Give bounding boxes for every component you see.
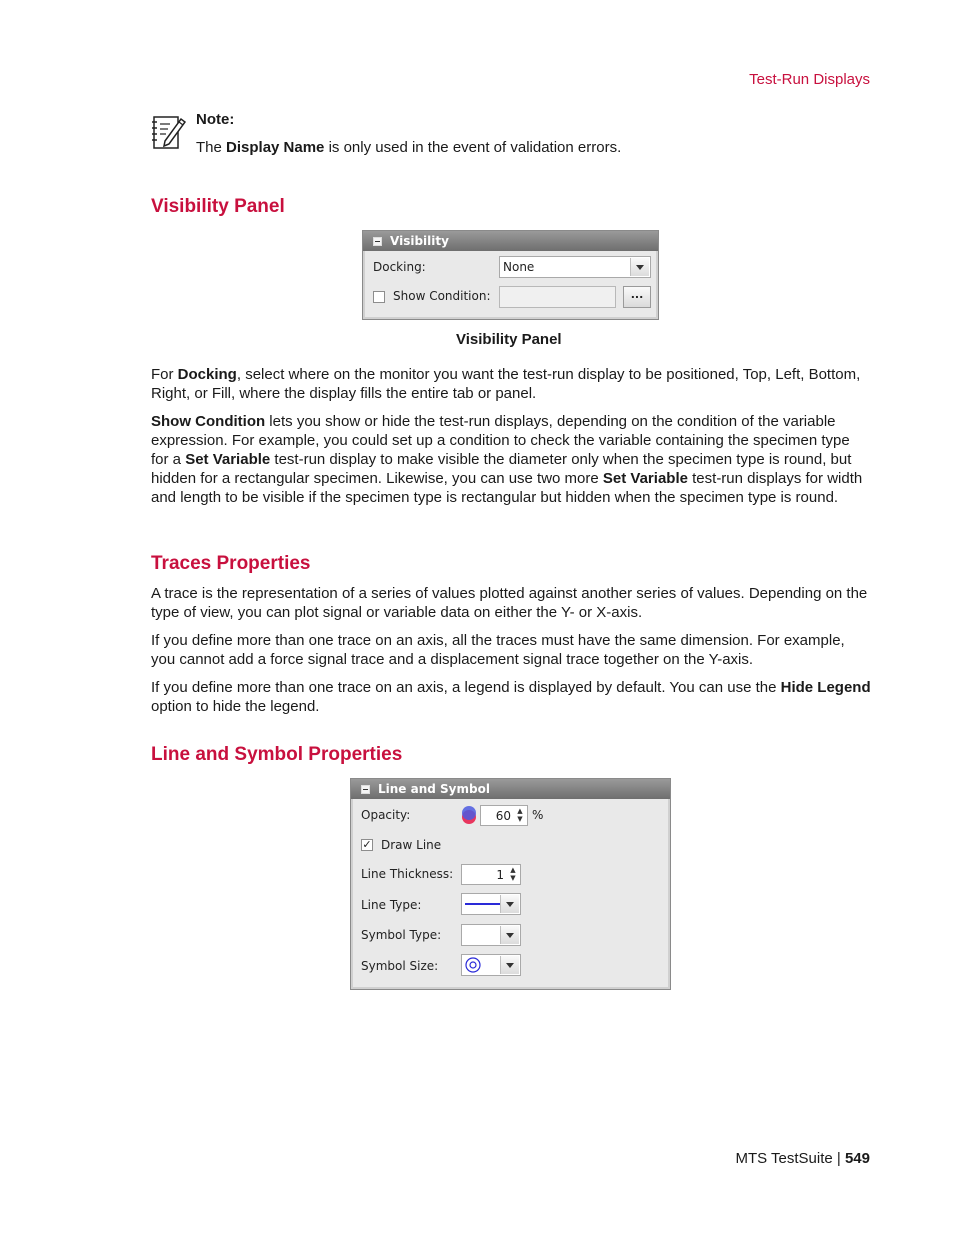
chevron-down-icon[interactable] <box>500 895 519 913</box>
chevron-down-icon[interactable] <box>500 956 519 974</box>
line-thickness-stepper[interactable] <box>461 864 521 885</box>
show-condition-label: Show Condition: <box>393 289 491 303</box>
symbol-size-dropdown[interactable] <box>461 954 521 976</box>
spinner-arrows-icon[interactable]: ▲ ▼ <box>517 807 523 823</box>
visibility-panel-heading: Visibility Panel <box>151 196 285 217</box>
collapse-icon[interactable] <box>361 785 370 794</box>
traces-paragraph-3: If you define more than one trace on an axis, a legend is displayed by default. You can use the Hide Legend option to hide the legend. <box>151 679 871 715</box>
traces-paragraph-1: A trace is the representation of a series of values plotted against another series of values. Depending on the type of view, you can plot signal or variable data on either the Y- or X-axis. <box>151 585 868 621</box>
symbol-size-icon <box>465 957 481 973</box>
show-condition-field[interactable] <box>499 286 616 308</box>
browse-condition-button[interactable]: ... <box>623 286 651 308</box>
opacity-value: 60 <box>495 809 511 823</box>
symbol-type-label: Symbol Type: <box>361 928 442 942</box>
show-condition-paragraph: Show Condition lets you show or hide the test-run displays, depending on the condition of the variable expression. For example, you could set up a condition to check the variable containing the specimen type for a Set Variable test-run display to make visible the diameter only when the specimen type is round, but hidden for a rectangular specimen. Likewise, you can use two more Set Variable test-run displays for width and length to be visible if the specimen type is rectangular but hidden when the specimen type is round. <box>151 413 863 506</box>
note-title: Note: <box>196 111 235 128</box>
docking-paragraph: For Docking, select where on the monitor you want the test-run display to be positioned, Top, Left, Bottom, Right, or Fill, where the display fills the entire tab or panel. <box>151 366 861 402</box>
running-header: Test-Run Displays <box>749 71 870 88</box>
line-symbol-panel-header[interactable] <box>351 779 670 799</box>
page-footer: MTS TestSuite | 549 <box>735 1150 870 1167</box>
opacity-label: Opacity: <box>361 808 411 822</box>
line-type-sample <box>465 903 501 905</box>
chevron-down-icon[interactable] <box>630 258 649 276</box>
note-pencil-icon <box>151 113 187 151</box>
show-condition-checkbox[interactable] <box>373 291 385 303</box>
line-type-dropdown[interactable] <box>461 893 521 915</box>
note-text: The Display Name is only used in the event of validation errors. <box>196 139 622 156</box>
traces-properties-heading: Traces Properties <box>151 553 311 574</box>
draw-line-checkbox[interactable]: ✓ <box>362 838 372 851</box>
page-number: 549 <box>844 1150 870 1167</box>
draw-line-label: Draw Line <box>381 838 442 852</box>
docking-label: Docking: <box>373 260 426 274</box>
symbol-size-label: Symbol Size: <box>361 959 439 973</box>
opacity-color-icon <box>459 805 479 825</box>
line-symbol-heading: Line and Symbol Properties <box>151 744 403 765</box>
line-type-label: Line Type: <box>361 898 422 912</box>
opacity-stepper[interactable] <box>480 805 528 826</box>
visibility-panel <box>362 230 659 320</box>
line-thickness-value: 1 <box>496 868 504 882</box>
spinner-arrows-icon[interactable]: ▲ ▼ <box>510 866 516 882</box>
traces-paragraph-2: If you define more than one trace on an axis, all the traces must have the same dimension. For example, you cannot add a force signal trace and a displacement signal trace together on the Y-axis. <box>151 632 845 668</box>
docking-value: None <box>503 260 535 274</box>
chevron-down-icon[interactable] <box>500 926 519 944</box>
collapse-icon[interactable] <box>373 237 382 246</box>
line-thickness-label: Line Thickness: <box>361 867 454 881</box>
symbol-type-dropdown[interactable] <box>461 924 521 946</box>
docking-dropdown[interactable] <box>499 256 651 278</box>
figure-caption: Visibility Panel <box>456 331 562 348</box>
opacity-unit: % <box>532 808 544 822</box>
line-symbol-panel <box>350 778 671 990</box>
visibility-panel-header[interactable] <box>363 231 658 251</box>
line-symbol-panel-title: Line and Symbol <box>378 782 490 796</box>
visibility-panel-title: Visibility <box>390 234 449 248</box>
